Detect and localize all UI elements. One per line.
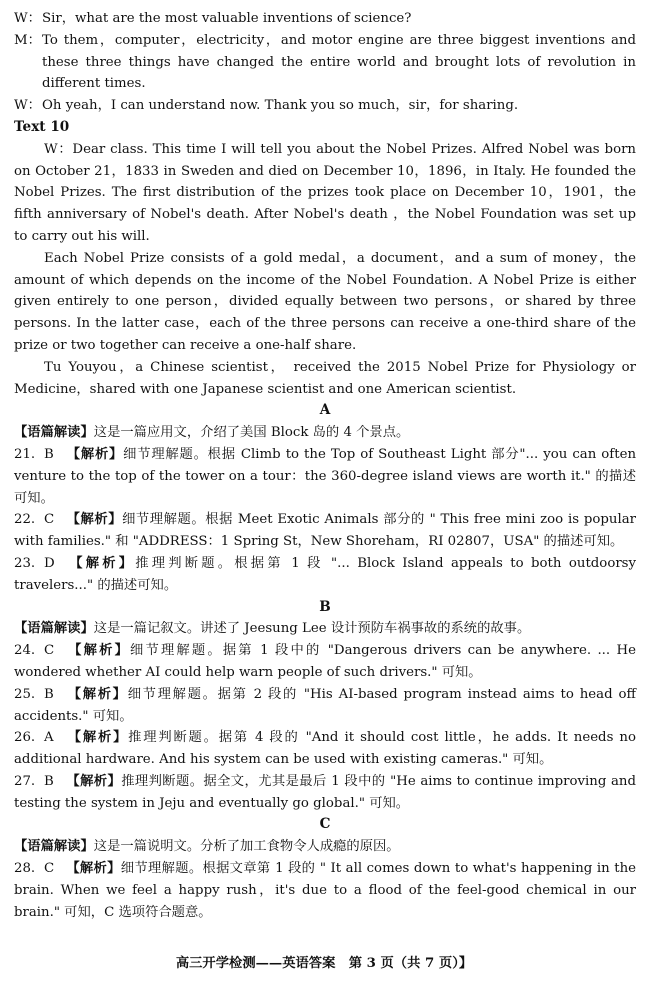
question-number: 23. xyxy=(14,555,36,571)
dialogue-line xyxy=(14,30,636,95)
analysis-text: 推理判断题。据全文，尤其是最后 1 段中的 "He aims to continue improving and testing the system in Jeju and eventually go global." 可知。 xyxy=(14,773,636,811)
question-number: 28. xyxy=(14,861,36,877)
answer-option: C xyxy=(44,512,55,528)
answer-option: B xyxy=(44,686,54,702)
analysis-text: 细节理解题。据第 1 段中的 "Dangerous drivers can be anywhere. ... He wondered whether AI could help warn people of such drivers." 可知。 xyxy=(14,643,636,680)
question-number: 24. xyxy=(14,643,36,659)
analysis-text: 细节理解题。据第 2 段的 "His AI-based program instead aims to head off accidents." 可知。 xyxy=(14,686,636,724)
analysis-tag: 【解析】 xyxy=(66,861,121,877)
analysis-tag: 【解析】 xyxy=(66,730,129,746)
intro-tag: 【语篇解读】 xyxy=(14,425,94,441)
dialogue-text: To them，computer，electricity，and motor engine are three biggest inventions and these three things have changed the entire world and brought lots of revolution in different times. xyxy=(42,32,636,92)
question-number: 26. xyxy=(14,730,36,746)
analysis-text: 细节理解题。根据 Climb to the Top of Southeast Light 部分"... you can often venture to the top of the tower on a tour：the 360-degree island views are worth it." 的描述可知。 xyxy=(14,446,637,506)
dialogue xyxy=(14,8,636,117)
text10-paragraph: W：Dear class. This time I will tell you about the Nobel Prizes. Alfred Nobel was born on October 21，1833 in Sweden and died on December 10，1896，in Italy. He founded the Nobel Prizes. The first distribution of the prizes took place on December 10，1901，the fifth anniversary of Nobel's death. After Nobel's death ，the Nobel Foundation was set up to carry out his will. xyxy=(14,141,636,244)
speaker: W： xyxy=(14,11,41,26)
answer-item xyxy=(14,727,636,771)
answer-item xyxy=(14,509,636,553)
intro-tag: 【语篇解读】 xyxy=(14,839,94,855)
section-letter-a: A xyxy=(319,402,331,419)
analysis-text: 细节理解题。根据 Meet Exotic Animals 部分的 " This free mini zoo is popular with families." 和 "ADDRESS：1 Spring St，New Shoreham，RI 02807，USA" 的描述可知。 xyxy=(14,512,636,550)
text10-paragraph: Tu Youyou，a Chinese scientist， received the 2015 Nobel Prize for Physiology or Medicine，shared with one Japanese scientist and one American scientist. xyxy=(14,359,636,397)
section-intro xyxy=(14,836,636,858)
analysis-tag: 【解析】 xyxy=(66,773,122,789)
intro-text: 这是一篇记叙文。讲述了 Jeesung Lee 设计预防车祸事故的系统的故事。 xyxy=(93,621,531,637)
answer-item xyxy=(14,444,636,509)
analysis-tag: 【解析】 xyxy=(66,686,128,702)
intro-tag: 【语篇解读】 xyxy=(14,621,94,637)
question-number: 25. xyxy=(14,686,36,702)
answer-option: D xyxy=(44,555,55,571)
analysis-text: 推理判断题。据第 4 段的 "And it should cost little，he adds. It needs no additional hardware. And his system can be used with existing cameras." 可知。 xyxy=(14,730,636,768)
text10-heading: Text 10 xyxy=(14,118,70,135)
section-letter-c: C xyxy=(319,816,331,833)
answer-item xyxy=(14,771,636,815)
speaker: M： xyxy=(14,32,41,48)
text10-paragraph: Each Nobel Prize consists of a gold medal，a document，and a sum of money，the amount of which depends on the income of the Nobel Foundation. A Nobel Prize is either given entirely to one person，divided equally between two persons，or shared by three persons. In the latter case，each of the three persons can receive a one-third share of the prize or two together can receive a one-half share. xyxy=(14,250,636,353)
answer-item xyxy=(14,684,636,728)
dialogue-text: Sir，what are the most valuable inventions of science? xyxy=(42,11,412,26)
answer-option: C xyxy=(44,861,55,877)
answer-item xyxy=(14,858,636,923)
section-letter-b: B xyxy=(319,598,331,615)
answer-item xyxy=(14,553,636,597)
dialogue-line xyxy=(14,8,636,30)
answer-option: A xyxy=(44,730,54,746)
answer-option: C xyxy=(44,643,55,659)
answer-option: B xyxy=(44,773,54,789)
analysis-text: 推理判断题。根据第 1 段 "... Block Island appeals to both outdoorsy travelers..." 的描述可知。 xyxy=(14,555,637,593)
intro-text: 这是一篇应用文，介绍了美国 Block 岛的 4 个景点。 xyxy=(93,425,410,441)
analysis-tag: 【解析】 xyxy=(66,512,123,528)
question-number: 21. xyxy=(14,446,36,462)
answer-option: B xyxy=(44,446,54,462)
section-intro xyxy=(14,618,636,640)
answer-sheet-page xyxy=(14,0,636,923)
section-intro xyxy=(14,422,636,444)
page-footer: 高三开学检测——英语答案 第 3 页（共 7 页）】 xyxy=(175,956,473,971)
analysis-tag: 【解析】 xyxy=(66,643,131,659)
question-number: 22. xyxy=(14,512,36,528)
analysis-tag: 【解析】 xyxy=(66,555,136,571)
speaker: W： xyxy=(14,98,41,114)
dialogue-text: Oh yeah，I can understand now. Thank you so much，sir，for sharing. xyxy=(42,98,519,114)
question-number: 27. xyxy=(14,773,36,789)
analysis-tag: 【解析】 xyxy=(66,446,124,462)
answer-item xyxy=(14,640,636,684)
dialogue-line xyxy=(14,95,636,117)
analysis-text: 细节理解题。根据文章第 1 段的 " It all comes down to what's happening in the brain. When we feel a happy rush，it's due to a flood of the feel-good chemical in our brain." 可知，C 选项符合题意。 xyxy=(14,861,636,920)
intro-text: 这是一篇说明文。分析了加工食物令人成瘾的原因。 xyxy=(93,839,400,855)
